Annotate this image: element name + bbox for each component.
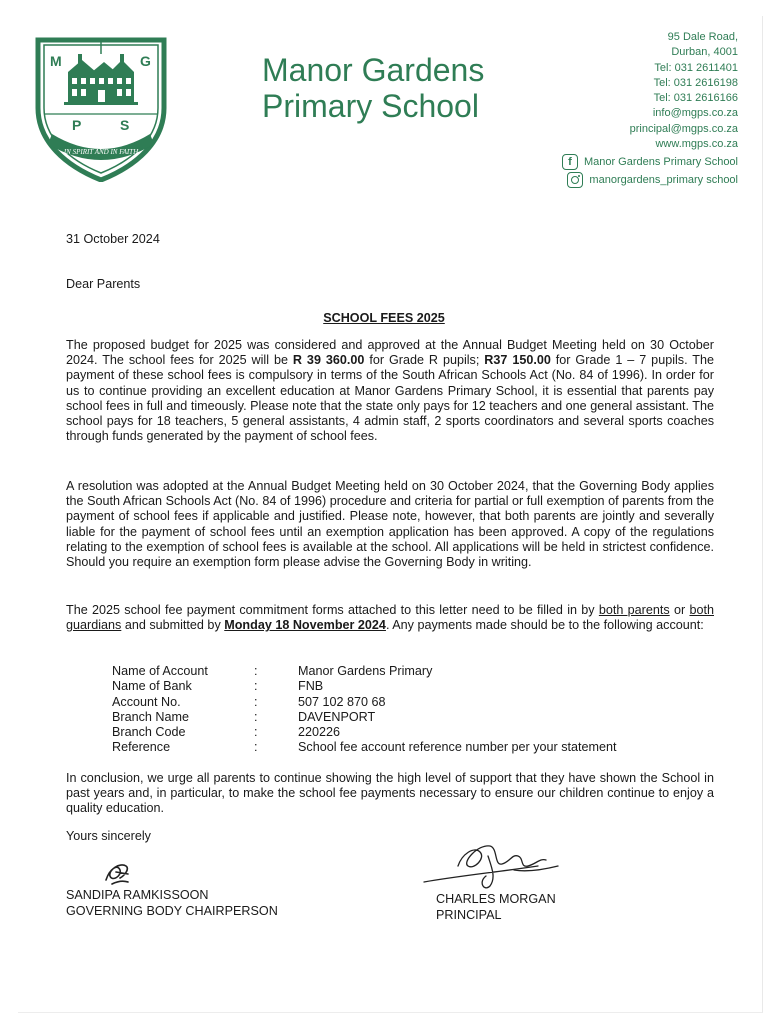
crest-letter-p: P: [72, 117, 82, 133]
letter-subject: SCHOOL FEES 2025: [323, 311, 445, 325]
greeting: Dear Parents: [66, 277, 141, 291]
principal-signature: [418, 836, 568, 892]
contact-block: [478, 30, 738, 188]
paragraph-fees: The proposed budget for 2025 was considered and approved at the Annual Budget Meeting held on 30 October 2024. The school fees for 2025 will be R 39 360.00 for Grade R pupils; R37 150.00 for Grade 1 – 7 pupils. The payment of these school fees is compulsory in terms of the South African Schools Act (No. 84 of 1996). In order for us to continue providing an excellent education at Manor Gardens Primary School, it is essential that parents pay school fees in full and timeously. Please note that the state only pays for 12 teachers and one general assistant. The school pays for 18 teachers, 5 general assistants, 4 admin staff, 2 sports coordinators and several sports coaches through funds generated by the payment of school fees.: [66, 338, 714, 444]
fee-grade-1-7: R37 150.00: [484, 353, 551, 368]
facebook-icon: f: [562, 154, 578, 170]
website: www.mgps.co.za: [655, 138, 738, 151]
closing: Yours sincerely: [66, 829, 151, 843]
bank-row: Reference : School fee account reference number per your statement: [112, 740, 617, 755]
principal-name: CHARLES MORGAN: [436, 892, 556, 906]
school-name-line1: Manor Gardens: [262, 52, 485, 88]
facebook-row: [478, 154, 738, 170]
bank-row: Name of Account : Manor Gardens Primary: [112, 664, 433, 678]
letter-date: 31 October 2024: [66, 232, 160, 246]
phone-3: Tel: 031 2616166: [653, 92, 738, 105]
crest-letter-m: M: [50, 53, 62, 69]
bank-row: Name of Bank : FNB: [112, 679, 324, 694]
school-name: [262, 52, 484, 124]
principal-block: [436, 892, 556, 923]
paragraph-conclusion: In conclusion, we urge all parents to continue showing the high level of support that they have shown the School in past years and, in particular, to make the school fee payments necessary to ensure our children continue to enjoy a quality education.: [66, 771, 714, 816]
paragraph-commitment: The 2025 school fee payment commitment forms attached to this letter need to be filled in by both parents or both guardians and submitted by Monday 18 November 2024. Any payments made should be to the following account:: [66, 603, 714, 633]
instagram-row: [478, 172, 738, 188]
phone-1: Tel: 031 2611401: [654, 61, 738, 74]
crest-letter-g: G: [140, 53, 151, 69]
email-principal: principal@mgps.co.za: [629, 122, 738, 135]
school-crest-logo: [32, 30, 170, 182]
chairperson-name: SANDIPA RAMKISSOON: [66, 888, 209, 902]
fee-grade-r: R 39 360.00: [292, 353, 365, 368]
email-info: info@mgps.co.za: [652, 107, 738, 120]
bank-row: Branch Name : DAVENPORT: [112, 709, 376, 724]
instagram-handle: manorgardens_primary school: [589, 173, 738, 186]
crest-motto: IN SPIRIT AND IN FAITH: [63, 148, 139, 156]
chairperson-block: [66, 888, 278, 919]
bank-details-table: [112, 664, 617, 756]
bank-row: Branch Code : 220226: [112, 725, 341, 740]
phone-2: Tel: 031 2616198: [653, 76, 738, 89]
paragraph-exemption: A resolution was adopted at the Annual Budget Meeting held on 30 October 2024, that the Governing Body applies the South African Schools Act (No. 84 of 1996) procedure and criteria for partial or full exemption of parents from the payment of school fees if applicable and justified. Please note, however, that both parents are jointly and severally liable for the payment of school fees until an exemption application has been approved. A copy of the regulations relating to the exemption of school fees is available at the school. All applications will be held in strictest confidence. Should you require an exemption form please advise the Governing Body in writing.: [66, 479, 714, 570]
crest-letter-s: S: [120, 117, 130, 133]
bank-row: Account No. : 507 102 870 68: [112, 694, 386, 709]
school-name-line2: Primary School: [262, 88, 479, 124]
chairperson-signature: [98, 858, 138, 888]
address-line2: Durban, 4001: [671, 46, 738, 59]
chairperson-title: GOVERNING BODY CHAIRPERSON: [66, 903, 278, 918]
instagram-icon: [567, 172, 583, 188]
principal-title: PRINCIPAL: [436, 907, 502, 922]
address-line1: 95 Dale Road,: [667, 31, 738, 43]
deadline: Monday 18 November 2024: [224, 618, 386, 633]
facebook-handle: Manor Gardens Primary School: [583, 155, 738, 168]
